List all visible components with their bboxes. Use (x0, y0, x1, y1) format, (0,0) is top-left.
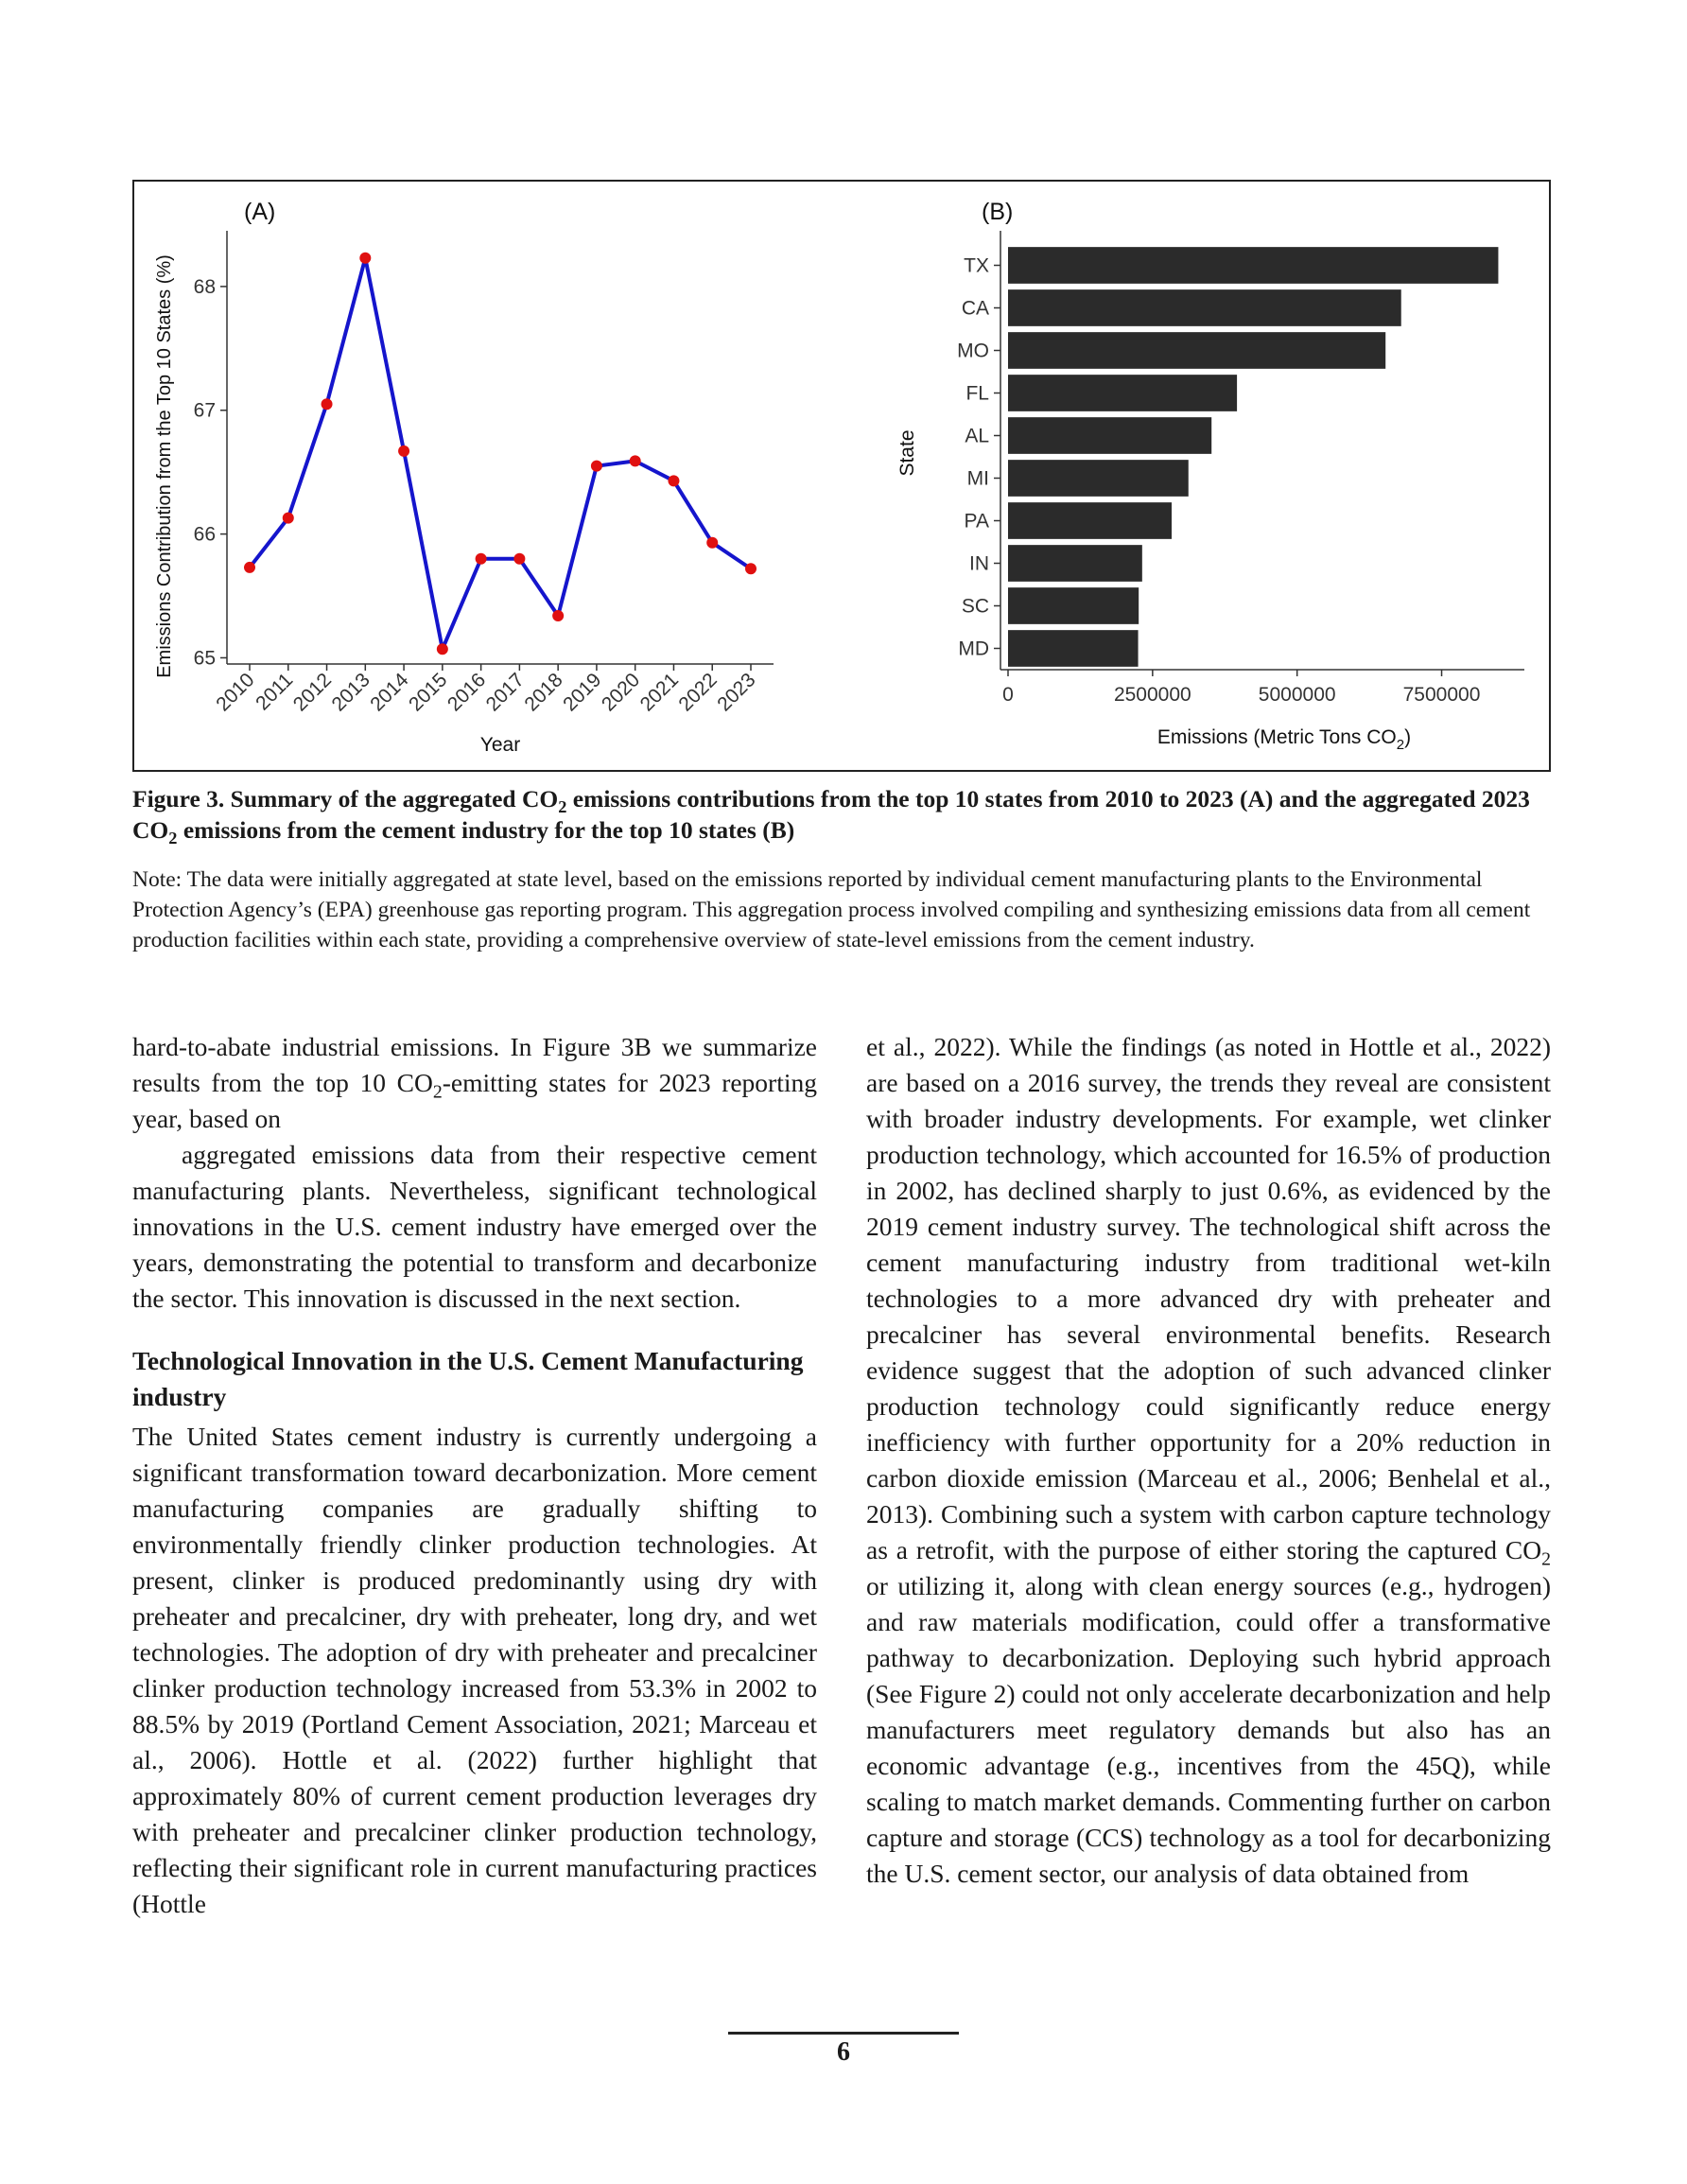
panel-b-bar (1008, 460, 1189, 497)
left-p1-text-a: hard-to-abate industrial emissions. In Figure 3B we summarize results from the top 10 CO (132, 1032, 817, 1097)
left-column (132, 1029, 817, 1922)
left-paragraph-1 (132, 1029, 817, 1137)
figure-3-svg (134, 182, 1549, 770)
panel-b-bar (1008, 332, 1385, 369)
panel-a-x-tick-label: 2015 (405, 669, 452, 716)
panel-a-data-point (476, 553, 487, 565)
right-column (866, 1029, 1551, 1892)
panel-a-x-tick-label: 2021 (635, 669, 683, 716)
panel-a-x-tick-label: 2019 (559, 669, 606, 716)
caption-mid: emissions contributions from the top 10 states from 2010 to 2023 (A) and the aggregated 2023 CO (132, 785, 1530, 844)
panel-b-category-label: AL (965, 425, 989, 447)
panel-a-x-tick-label: 2022 (674, 669, 722, 716)
left-p1-text-b: -emitting states for 2023 reporting year, based on (132, 1068, 817, 1133)
panel-a-x-tick-label: 2023 (713, 669, 760, 716)
panel-a-data-point (552, 610, 564, 621)
panel-a-y-tick-label: 68 (193, 275, 216, 298)
panel-a-data-point (591, 461, 602, 472)
panel-a-data-point (437, 643, 448, 655)
caption-prefix: Figure 3. Summary of the aggregated CO (132, 785, 559, 812)
panel-a-x-tick-label: 2018 (520, 669, 567, 716)
figure-caption (132, 783, 1551, 846)
panel-b-category-label: SC (961, 595, 989, 618)
panel-b-x-tick-label: 7500000 (1402, 684, 1481, 706)
figure-note: Note: The data were initially aggregated at state level, based on the emissions reported by individual cement manufacturing plants to the Environmental Protection Agency’s (EPA) greenhouse gas reporting program. This aggregation process involved compiling and synthesizing emissions data from all cement production facilities within each state, providing a comprehensive overview of state-level emissions from the cement industry. (132, 867, 1531, 952)
panel-a-x-tick-label: 2013 (327, 669, 374, 716)
panel-b-y-axis-title: State (896, 429, 918, 477)
panel-b-category-label: CA (961, 297, 989, 320)
right-p1-sub: 2 (1541, 1548, 1551, 1570)
panel-b-category-label: FL (965, 382, 989, 405)
panel-a-y-tick-label: 66 (193, 523, 216, 546)
panel-b-bar (1008, 289, 1401, 326)
panel-a-data-point (359, 253, 371, 264)
panel-a-y-axis-title: Emissions Contribution from the Top 10 States (%) (154, 254, 175, 678)
panel-a-x-tick-label: 2010 (212, 669, 259, 716)
section-heading: Technological Innovation in the U.S. Cement Manufacturing industry (132, 1346, 804, 1411)
panel-a-data-point (513, 553, 525, 565)
panel-a-data-point (398, 446, 409, 457)
caption-suffix: emissions from the cement industry for the top 10 states (B) (177, 816, 795, 844)
panel-b-x-tick-label: 5000000 (1258, 684, 1336, 706)
caption-sub2: 2 (168, 829, 178, 848)
panel-b-category-label: MD (958, 638, 989, 660)
panel-a-data-point (706, 537, 718, 549)
panel-a-y-tick-label: 67 (193, 399, 216, 422)
panel-b-bar (1008, 247, 1498, 284)
right-paragraph-1 (866, 1029, 1551, 1892)
panel-b-bar (1008, 587, 1139, 624)
left-paragraph-2: aggregated emissions data from their respective cement manufacturing plants. Nevertheless, significant technological innovations in the U.S. cement industry have emerged over the years, demonstrating the potential to transform and decarbonize the sector. This innovation is discussed in the next section. (132, 1140, 817, 1313)
panel-b-category-label: PA (964, 510, 989, 533)
page-number: 6 (837, 2037, 850, 2067)
panel-b-bar (1008, 545, 1142, 582)
panel-a-data-point (322, 398, 333, 410)
panel-a-x-axis-title: Year (479, 734, 521, 756)
panel-b-bar (1008, 502, 1172, 539)
panel-b-category-label: MI (966, 467, 989, 490)
left-paragraph-3: The United States cement industry is currently undergoing a significant transformation toward decarbonization. More cement manufacturing companies are gradually shifting to environmentally friendly clinker production technologies. At present, clinker is produced predominantly using dry with preheater and precalciner, dry with preheater, long dry, and wet technologies. The adoption of dry with preheater and precalciner clinker production technology increased from 53.3% in 2002 to 88.5% by 2019 (Portland Cement Association, 2021; Marceau et al., 2006). Hottle et al. (2022) further highlight that approximately 80% of current cement production leverages dry with preheater and precalciner clinker production technology, reflecting their significant role in current manufacturing practices (Hottle (132, 1422, 817, 1918)
panel-a-y-tick-label: 65 (193, 647, 216, 670)
right-p1-text-b: or utilizing it, along with clean energy sources (e.g., hydrogen) and raw materials modification, could offer a transformative pathway to decarbonization. Deploying such hybrid approach (See Figure 2) could not only accelerate decarbonization and help manufacturers meet regulatory demands but also has an economic advantage (e.g., incentives from the 45Q), while scaling to match market demands. Commenting further on carbon capture and storage (CCS) technology as a tool for decarbonizing the U.S. cement sector, our analysis of data obtained from (866, 1571, 1551, 1888)
panel-a-x-tick-label: 2020 (597, 669, 645, 716)
panel-a-data-point (283, 513, 294, 524)
panel-b-bar (1008, 630, 1139, 667)
panel-a-x-tick-label: 2016 (443, 669, 491, 716)
figure-3 (132, 180, 1551, 772)
panel-a-x-tick-label: 2014 (366, 669, 413, 716)
right-p1-text-a: et al., 2022). While the findings (as noted in Hottle et al., 2022) are based on a 2016 survey, the trends they reveal are consistent with broader industry developments. For example, wet clinker production technology, which accounted for 16.5% of production in 2002, has declined sharply to just 0.6%, as evidenced by the 2019 cement industry survey. The technological shift across the cement manufacturing industry from traditional wet-kiln technologies to a more advanced dry with preheater and precalciner has several environmental benefits. Research evidence suggest that the adoption of such advanced clinker production technology could significantly reduce energy inefficiency with further opportunity for a 20% reduction in carbon dioxide emission (Marceau et al., 2006; Benhelal et al., 2013). Combining such a system with carbon capture technology as a retrofit, with the purpose of either storing the captured CO (866, 1032, 1551, 1564)
panel-a-x-tick-label: 2011 (252, 669, 298, 715)
panel-b-category-label: IN (969, 552, 989, 575)
panel-b-x-tick-label: 0 (1002, 684, 1014, 706)
panel-b-x-tick-label: 2500000 (1113, 684, 1191, 706)
panel-a-data-point (244, 562, 255, 573)
footer-rule (728, 2032, 959, 2035)
panel-b-bar (1008, 417, 1211, 454)
panel-a-data-point (630, 455, 641, 466)
panel-a-data-point (668, 475, 679, 486)
left-p1-sub: 2 (432, 1081, 443, 1103)
panel-a-series-line (250, 258, 751, 650)
panel-a-x-tick-label: 2017 (481, 669, 529, 716)
panel-b-bar (1008, 375, 1237, 411)
panel-b-label: (B) (982, 199, 1014, 225)
panel-a-x-tick-label: 2012 (288, 669, 337, 716)
panel-a-data-point (745, 563, 757, 574)
panel-b-category-label: TX (964, 254, 989, 277)
panel-b-x-axis-title: Emissions (Metric Tons $CO_2$) (1157, 726, 1412, 753)
panel-b-category-label: MO (957, 340, 989, 362)
panel-a-label: (A) (244, 199, 276, 225)
caption-sub1: 2 (558, 797, 567, 817)
